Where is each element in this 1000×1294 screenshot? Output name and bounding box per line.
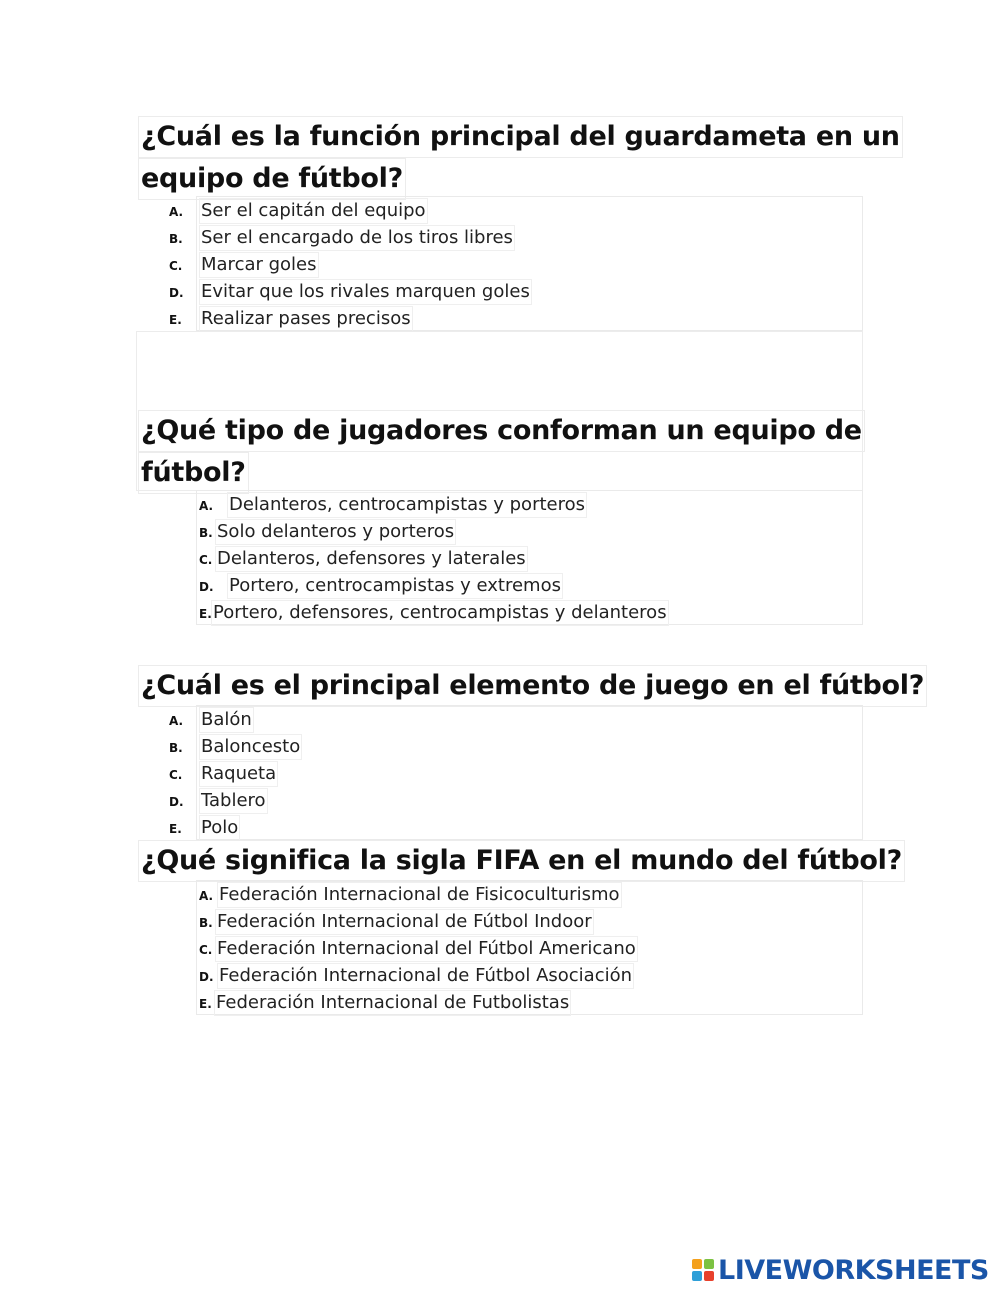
question-title-line: equipo de fútbol? [138,158,406,200]
question-4-options [196,880,863,1015]
option-2c[interactable]: C. Delanteros, defensores y laterales [199,546,528,573]
question-2-title [138,410,865,494]
question-3-title [138,665,927,707]
option-1e[interactable]: E. Realizar pases precisos [169,306,413,333]
question-3-options [169,705,863,840]
option-4d[interactable]: D. Federación Internacional de Fútbol Asociación [199,963,634,990]
option-2a[interactable]: A. Delanteros, centrocampistas y porteros [199,492,587,519]
logo-square [692,1259,702,1269]
question-1-options [169,196,863,331]
liveworksheets-logo-icon [692,1259,714,1281]
logo-text: LIVEWORKSHEETS [718,1254,989,1286]
option-3b[interactable]: B. Baloncesto [169,734,302,761]
logo-square [704,1271,714,1281]
logo-square [692,1271,702,1281]
question-title-line: ¿Cuál es el principal elemento de juego en el fútbol? [138,665,927,707]
option-1c[interactable]: C. Marcar goles [169,252,319,279]
question-title-line: ¿Cuál es la función principal del guardameta en un [138,116,903,158]
question-4-title [138,840,905,882]
option-4e[interactable]: E. Federación Internacional de Futbolistas [199,990,571,1017]
option-4a[interactable]: A. Federación Internacional de Fisicoculturismo [199,882,622,909]
question-title-line: ¿Qué tipo de jugadores conforman un equipo de [138,410,865,452]
option-4b[interactable]: B. Federación Internacional de Fútbol Indoor [199,909,594,936]
option-3e[interactable]: E. Polo [169,815,240,842]
option-3c[interactable]: C. Raqueta [169,761,278,788]
option-1d[interactable]: D. Evitar que los rivales marquen goles [169,279,532,306]
option-2b[interactable]: B. Solo delanteros y porteros [199,519,456,546]
question-title-line: fútbol? [138,452,249,494]
option-2e[interactable]: E.Portero, defensores, centrocampistas y delanteros [199,600,669,627]
question-title-line: ¿Qué significa la sigla FIFA en el mundo del fútbol? [138,840,905,882]
option-3d[interactable]: D. Tablero [169,788,268,815]
option-4c[interactable]: C. Federación Internacional del Fútbol Americano [199,936,638,963]
logo-square [704,1259,714,1269]
option-1a[interactable]: A. Ser el capitán del equipo [169,198,428,225]
option-3a[interactable]: A. Balón [169,707,254,734]
option-2d[interactable]: D. Portero, centrocampistas y extremos [199,573,563,600]
option-1b[interactable]: B. Ser el encargado de los tiros libres [169,225,515,252]
question-2-options [196,490,863,625]
liveworksheets-logo[interactable] [692,1254,989,1286]
question-1-title [138,116,903,200]
